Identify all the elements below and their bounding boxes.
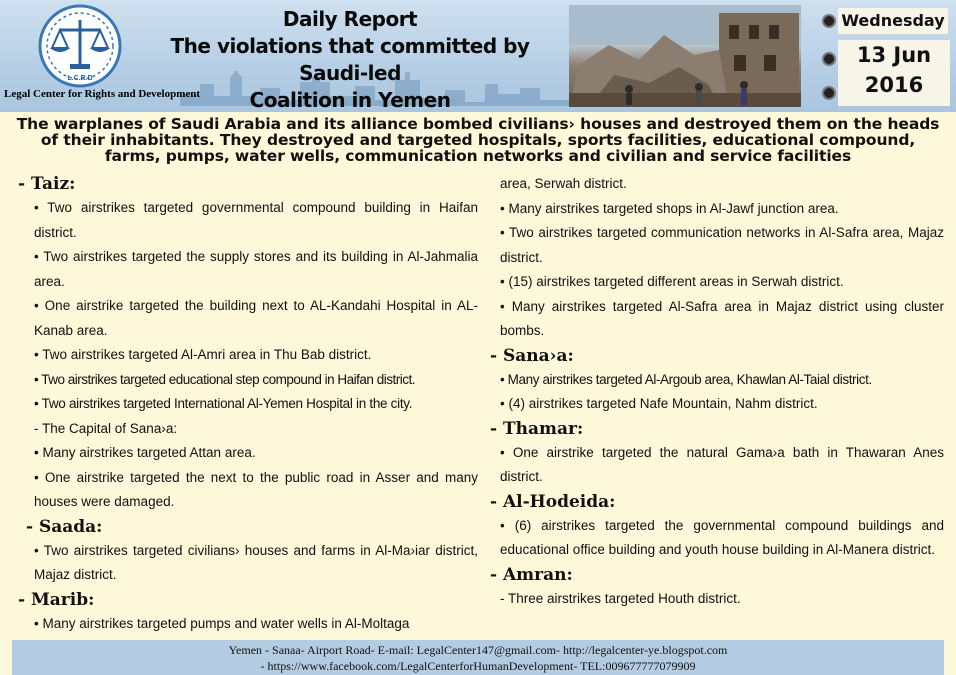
list-item: • Many airstrikes targeted shops in Al-Jawf junction area. [500, 200, 839, 216]
scales-of-justice-icon [38, 4, 122, 88]
list-item: • Two airstrikes targeted governmental compound building in Haifan district. [34, 200, 478, 240]
list-item: • (15) airstrikes targeted different areas in Serwah district. [500, 274, 844, 289]
list-item: • One airstrike targeted the natural Gama›a bath in Thawaran Anes district. [500, 444, 944, 484]
date-day-month: 13 Jun [856, 43, 932, 67]
list-item: • Two airstrikes targeted International Al-Yemen Hospital in the city. [34, 396, 413, 411]
list-item: • Many airstrikes targeted Al-Argoub area, Khawlan Al-Taial district. [500, 371, 872, 387]
contact-footer [12, 640, 944, 675]
list-item: • (4) airstrikes targeted Nafe Mountain, Nahm district. [500, 396, 818, 411]
list-item: • Many airstrikes targeted Attan area. [34, 445, 256, 460]
binder-ring-icon [822, 86, 836, 100]
footer-line-1: Yemen - Sanaa- Airport Road- E-mail: LegalCenter147@gmail.com- http://legalcenter-ye.blogspot.com [228, 643, 728, 657]
report-title [150, 6, 550, 112]
list-item: • Many airstrikes targeted pumps and water wells in Al-Moltaga [34, 615, 410, 631]
list-item: • One airstrike targeted the next to the public road in Asser and many houses were damaged. [34, 469, 478, 509]
section-heading-saada: - Saada: [26, 516, 103, 537]
left-column [18, 172, 478, 636]
list-item: • Two airstrikes targeted communication networks in Al-Safra area, Majaz district. [500, 225, 944, 265]
photo-illustration [569, 5, 801, 107]
list-item: • (6) airstrikes targeted the governmental compound buildings and educational office building and youth house building in Al-Manera district. [500, 517, 944, 557]
list-item: - The Capital of Sana›a: [34, 420, 178, 436]
section-heading-taiz: - Taiz: [18, 174, 76, 194]
section-heading-sanaa: - Sana›a: [490, 345, 574, 366]
list-item: • Two airstrikes targeted Al-Amri area in Thu Bab district. [34, 347, 372, 362]
title-line-2: The violations that committed by Saudi-led [170, 34, 530, 85]
title-line-3: Coalition in Yemen [249, 88, 451, 112]
logo-text: L.C.R.D [67, 75, 93, 82]
binder-ring-icon [822, 52, 836, 66]
title-line-1: Daily Report [282, 7, 418, 31]
list-item: - Three airstrikes targeted Houth district. [500, 590, 741, 606]
list-item: • One airstrike targeted the building next to AL-Kandahi Hospital in AL-Kanab area. [34, 298, 478, 338]
list-item: • Two airstrikes targeted civilians› houses and farms in Al-Ma›iar district, Majaz district. [34, 542, 478, 582]
list-item: • Two airstrikes targeted the supply stores and its building in Al-Jahmalia area. [34, 249, 478, 289]
intro-paragraph: The warplanes of Saudi Arabia and its alliance bombed civilians› houses and destroyed them on the heads of their inhabitants. They destroyed and targeted hospitals, sports facilities, educational compound, farms, pumps, water wells, communication networks and civilian and service facilities [16, 115, 940, 165]
section-heading-amran: - Amran: [490, 564, 573, 585]
date-year: 2016 [864, 73, 924, 97]
date-calendar [826, 2, 956, 110]
org-name: Legal Center for Rights and Development [4, 88, 201, 100]
report-day: Wednesday [838, 8, 948, 34]
report-header [0, 0, 956, 112]
list-item-continuation: area, Serwah district. [500, 176, 627, 191]
section-heading-hodeida: - Al-Hodeida: [490, 491, 616, 512]
list-item: • Two airstrikes targeted educational step compound in Haifan district. [34, 371, 415, 387]
binder-ring-icon [822, 14, 836, 28]
destroyed-building-photo [569, 5, 801, 107]
section-heading-marib: - Marib: [18, 589, 95, 610]
footer-line-2: - https://www.facebook.com/LegalCenterforHumanDevelopment- TEL:009677777079909 [260, 659, 696, 673]
list-item: • Many airstrikes targeted Al-Safra area in Majaz district using cluster bombs. [500, 298, 944, 338]
section-heading-thamar: - Thamar: [490, 418, 584, 439]
right-column [490, 172, 944, 611]
report-date [838, 40, 950, 106]
